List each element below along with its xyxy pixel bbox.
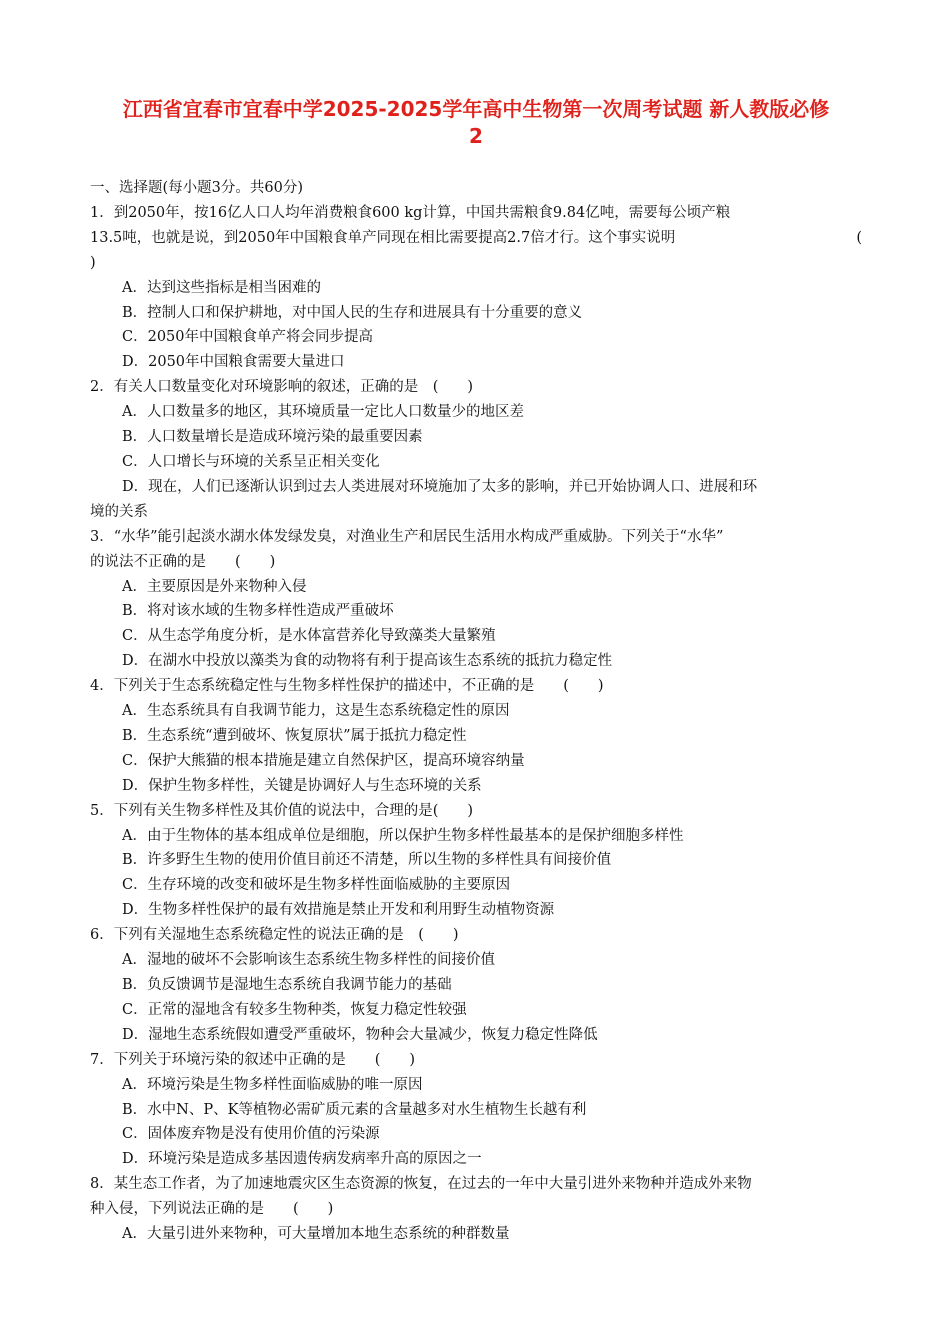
option-c: C．人口增长与环境的关系呈正相关变化 [122,453,380,470]
option-a: A．湿地的破坏不会影响该生态系统生物多样性的间接价值 [122,952,495,969]
title-line-1: 江西省宜春市宜春中学2025-2025学年高中生物第一次周考试题 新人教版必修 [122,97,830,121]
question-stem: 4．下列关于生态系统稳定性与生物多样性保护的描述中，不正确的是 ( ) [90,678,604,695]
option-c: C．从生态学角度分析，是水体富营养化导致藻类大量繁殖 [122,628,496,645]
option-c: C．正常的湿地含有较多生物种类，恢复力稳定性较强 [122,1001,467,1018]
answer-paren-open: ( [856,229,862,246]
question-4 [90,674,862,799]
option-d: D．保护生物多样性，关键是协调好人与生态环境的关系 [122,777,482,794]
option-a: A．大量引进外来物种，可大量增加本地生态系统的种群数量 [122,1226,510,1243]
option-a: A．生态系统具有自我调节能力，这是生态系统稳定性的原因 [122,703,510,720]
question-5 [90,799,862,924]
answer-paren-close: ) [90,254,96,271]
document-title [88,96,864,150]
question-stem: 8．某生态工作者，为了加速地震灾区生态资源的恢复，在过去的一年中大量引进外来物种并造成外来物 [90,1176,752,1193]
question-stem: 1．到2050年，按16亿人口人均年消费粮食600 kg计算，中国共需粮食9.84亿吨，需要每公顷产粮 [90,204,731,221]
option-c: C．2050年中国粮食单产将会同步提高 [122,329,373,346]
option-c: C．保护大熊猫的根本措施是建立自然保护区，提高环境容纳量 [122,752,525,769]
option-b: B．许多野生生物的使用价值目前还不清楚，所以生物的多样性具有间接价值 [122,852,612,869]
option-d: D．生物多样性保护的最有效措施是禁止开发和利用野生动植物资源 [122,902,555,919]
option-d: D．湿地生态系统假如遭受严重破坏，物种会大量减少，恢复力稳定性降低 [122,1026,598,1043]
question-7 [90,1048,862,1173]
document-body [90,176,862,1247]
option-d-continued: 境的关系 [90,503,148,520]
option-c: C．生存环境的改变和破坏是生物多样性面临威胁的主要原因 [122,877,511,894]
option-b: B．生态系统“遭到破坏、恢复原状”属于抵抗力稳定性 [122,727,467,744]
option-b: B．将对该水域的生物多样性造成严重破坏 [122,603,394,620]
question-8 [90,1172,862,1247]
option-b: B．控制人口和保护耕地，对中国人民的生存和进展具有十分重要的意义 [122,304,583,321]
question-1 [90,201,862,375]
option-b: B．人口数量增长是造成环境污染的最重要因素 [122,429,423,446]
option-b: B．水中N、P、K等植物必需矿质元素的含量越多对水生植物生长越有利 [122,1101,587,1118]
option-a: A．由于生物体的基本组成单位是细胞，所以保护生物多样性最基本的是保护细胞多样性 [122,827,684,844]
question-stem: 3．“水华”能引起淡水湖水体发绿发臭，对渔业生产和居民生活用水构成严重威胁。下列关于“水华” [90,528,724,545]
option-a: A．人口数量多的地区，其环境质量一定比人口数量少的地区差 [122,404,524,421]
option-d: D．2050年中国粮食需要大量进口 [122,354,345,371]
question-stem: 13.5吨，也就是说，到2050年中国粮食单产同现在相比需要提高2.7倍才行。这个事实说明 [90,229,676,246]
question-3 [90,525,862,674]
question-stem: 种入侵，下列说法正确的是 ( ) [90,1201,334,1218]
option-a: A．主要原因是外来物种入侵 [122,578,307,595]
question-stem: 的说法不正确的是 ( ) [90,553,276,570]
option-d: D．在湖水中投放以藻类为食的动物将有利于提高该生态系统的抵抗力稳定性 [122,653,613,670]
question-6 [90,923,862,1048]
option-c: C．固体废弃物是没有使用价值的污染源 [122,1126,380,1143]
question-stem: 7．下列关于环境污染的叙述中正确的是 ( ) [90,1051,416,1068]
question-stem: 5．下列有关生物多样性及其价值的说法中，合理的是( ) [90,802,474,819]
question-stem: 6．下列有关湿地生态系统稳定性的说法正确的是 ( ) [90,927,459,944]
question-stem: 2．有关人口数量变化对环境影响的叙述，正确的是 ( ) [90,379,474,396]
option-b: B．负反馈调节是湿地生态系统自我调节能力的基础 [122,977,452,993]
section-heading: 一、选择题(每小题3分。共60分) [90,180,303,196]
question-2 [90,375,862,524]
option-a: A．达到这些指标是相当困难的 [122,279,321,296]
option-a: A．环境污染是生物多样性面临威胁的唯一原因 [122,1076,423,1093]
option-d: D．环境污染是造成多基因遗传病发病率升高的原因之一 [122,1151,482,1168]
title-line-2: 2 [469,124,483,148]
question-stem-row [90,226,862,251]
option-d: D．现在，人们已逐渐认识到过去人类进展对环境施加了太多的影响，并已开始协调人口、进展和环 [122,478,758,495]
